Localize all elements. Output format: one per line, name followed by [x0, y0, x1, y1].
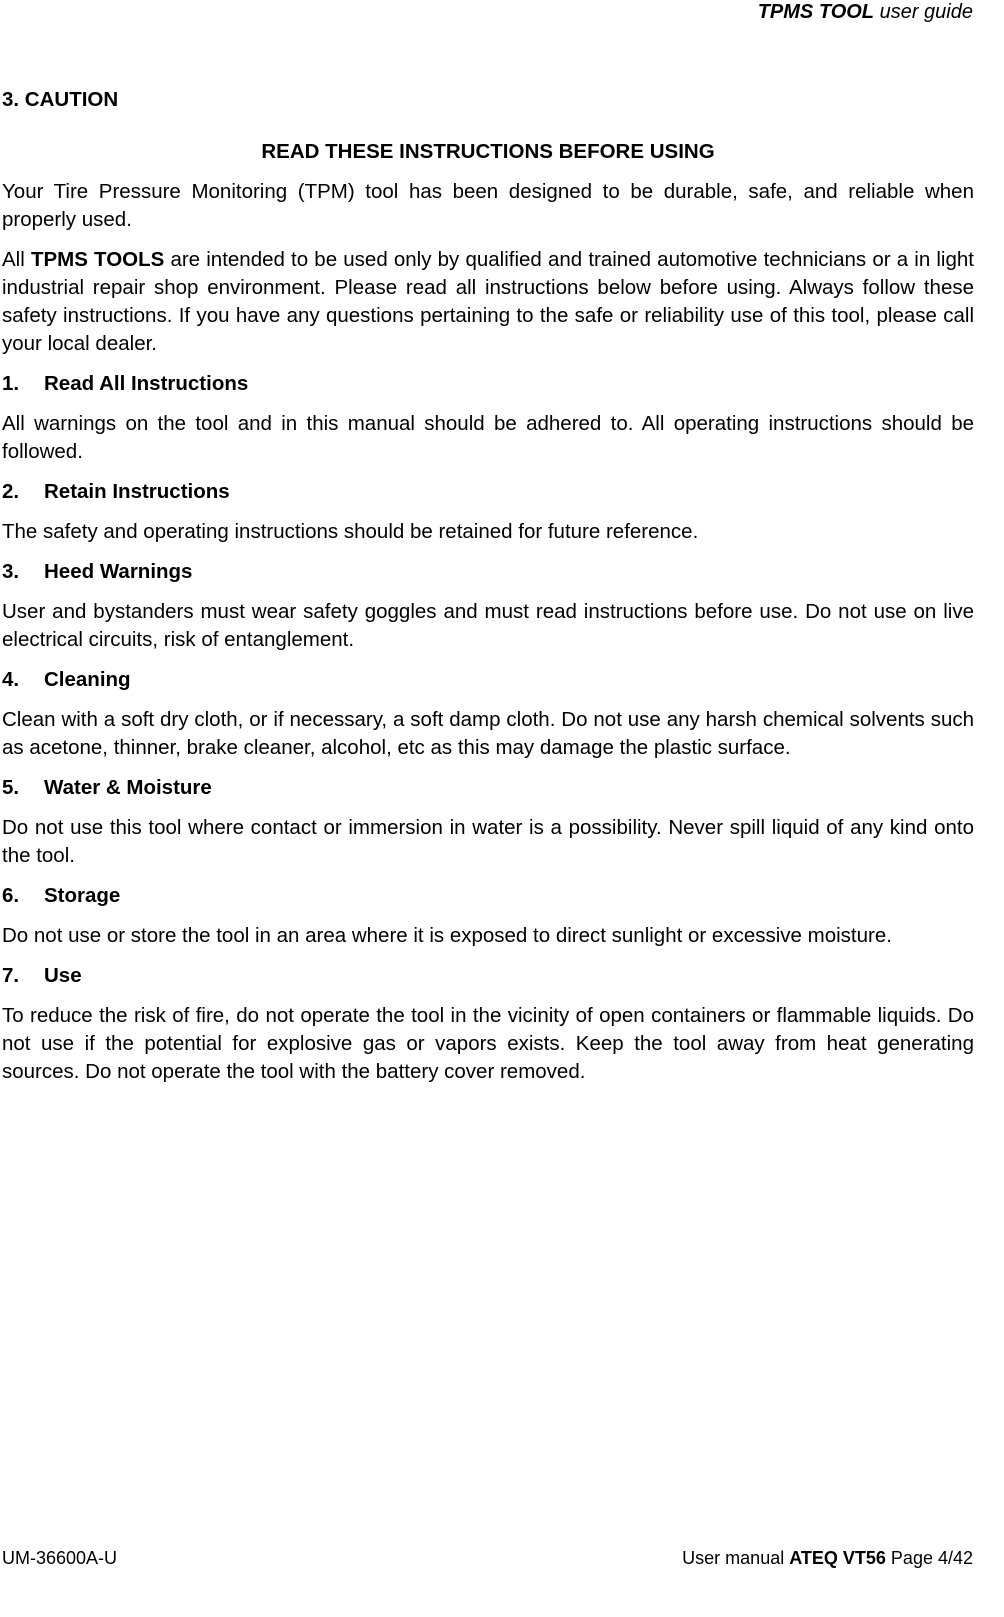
item-number: 4. [2, 668, 20, 691]
item-3 [2, 558, 974, 654]
item-heading [2, 666, 974, 694]
item-heading [2, 774, 974, 802]
footer-manual-prefix: User manual [682, 1548, 790, 1568]
footer-manual-model: ATEQ VT56 [789, 1548, 886, 1568]
item-title: Retain Instructions [44, 480, 230, 503]
item-7 [2, 962, 974, 1086]
item-5 [2, 774, 974, 870]
item-4 [2, 666, 974, 762]
item-number: 3. [2, 560, 20, 583]
item-heading [2, 478, 974, 506]
item-1 [2, 370, 974, 466]
item-text: To reduce the risk of fire, do not operate the tool in the vicinity of open containers or flammable liquids. Do not use if the potential for explosive gas or vapors exists. Keep the tool away from heat generating sources. Do not operate the tool with the battery cover removed. [2, 1004, 974, 1083]
item-6 [2, 882, 974, 950]
intro-paragraph-1: Your Tire Pressure Monitoring (TPM) tool has been designed to be durable, safe, and reliable when properly used. [2, 180, 974, 231]
page-content [2, 86, 974, 1098]
section-title: 3. CAUTION [2, 88, 119, 111]
item-title: Cleaning [44, 668, 131, 691]
item-text: All warnings on the tool and in this manual should be adhered to. All operating instructions should be followed. [2, 412, 974, 463]
footer-page-number: Page 4/42 [885, 1548, 973, 1568]
footer-doc-code: UM-36600A-U [2, 1548, 118, 1568]
item-title: Water & Moisture [44, 776, 212, 799]
item-2 [2, 478, 974, 546]
item-heading [2, 962, 974, 990]
item-number: 5. [2, 776, 20, 799]
header-suffix: user guide [874, 1, 973, 23]
item-number: 2. [2, 480, 20, 503]
item-number: 6. [2, 884, 20, 907]
item-number: 1. [2, 372, 20, 395]
page-header [758, 0, 973, 24]
item-heading [2, 882, 974, 910]
item-heading [2, 370, 974, 398]
intro-p2-prefix: All [2, 248, 31, 271]
item-title: Heed Warnings [44, 560, 193, 583]
intro-paragraph-2 [2, 246, 974, 358]
item-heading [2, 558, 974, 586]
header-brand: TPMS TOOL [757, 1, 875, 23]
item-text: User and bystanders must wear safety goggles and must read instructions before use. Do not use on live electrical circuits, risk of entanglement. [2, 600, 974, 651]
item-text: Clean with a soft dry cloth, or if necessary, a soft damp cloth. Do not use any harsh chemical solvents such as acetone, thinner, brake cleaner, alcohol, etc as this may damage the plastic surface. [2, 708, 974, 759]
item-title: Use [44, 964, 82, 987]
item-text: Do not use this tool where contact or immersion in water is a possibility. Never spill liquid of any kind onto the tool. [2, 816, 974, 867]
item-text: The safety and operating instructions should be retained for future reference. [2, 520, 699, 543]
intro-p2-rest: are intended to be used only by qualified and trained automotive technicians or a in light industrial repair shop environment. Please read all instructions below before using. Always follow these safety instructions. If you have any questions pertaining to the safe or reliability use of this tool, please call your local dealer. [2, 248, 974, 355]
section-subtitle: READ THESE INSTRUCTIONS BEFORE USING [261, 140, 715, 163]
item-title: Read All Instructions [44, 372, 249, 395]
item-text: Do not use or store the tool in an area where it is exposed to direct sunlight or excessive moisture. [2, 924, 892, 947]
item-title: Storage [44, 884, 121, 907]
intro-p2-bold: TPMS TOOLS [30, 248, 165, 271]
item-number: 7. [2, 964, 20, 987]
footer-page-info [682, 1547, 973, 1569]
